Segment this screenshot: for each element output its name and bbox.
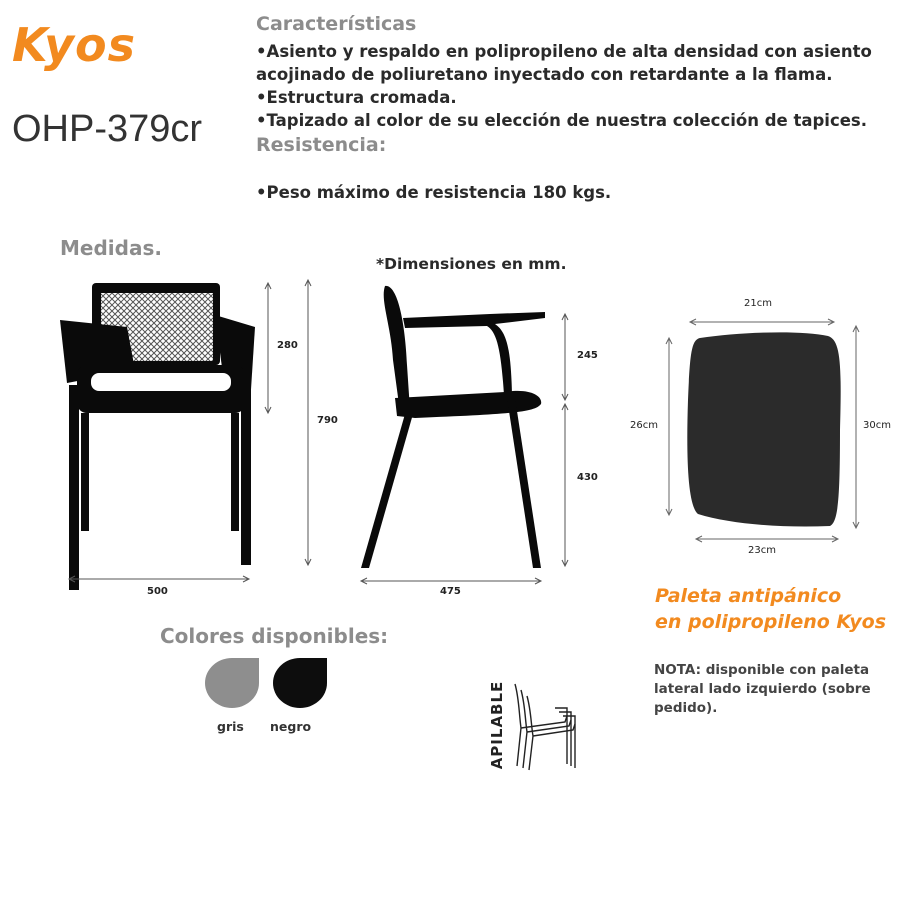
swatch-negro xyxy=(272,657,328,709)
feature-line: acojinado de poliuretano inyectado con retardante a la flama. xyxy=(256,65,833,84)
feature-line: •Estructura cromada. xyxy=(256,88,457,107)
features-list xyxy=(256,40,896,132)
dim-depth: 475 xyxy=(440,586,461,597)
stackable-label: APILABLE xyxy=(488,680,506,770)
paddle-top-width: 21cm xyxy=(744,298,772,309)
model-code: OHP-379cr xyxy=(12,108,203,150)
paddle-bottom-width: 23cm xyxy=(748,545,776,556)
resistance-title: Resistencia: xyxy=(256,134,387,156)
paddle-title xyxy=(655,583,886,635)
brand-logo: Kyos xyxy=(12,18,136,72)
paddle-note: NOTA: disponible con paleta lateral lado izquierdo (sobre pedido). xyxy=(654,662,871,716)
stackable-icon xyxy=(505,678,580,773)
dim-upper: 245 xyxy=(577,350,598,361)
colors-title: Colores disponibles: xyxy=(160,624,389,648)
features-title: Características xyxy=(256,13,417,35)
chair-side-drawing xyxy=(355,280,595,605)
dim-width: 500 xyxy=(147,586,168,597)
swatch-gris xyxy=(204,657,260,709)
feature-line: •Tapizado al color de su elección de nuestra colección de tapices. xyxy=(256,111,868,130)
color-label-negro: negro xyxy=(270,719,312,734)
front-dimension-lines xyxy=(55,275,335,605)
paddle-left-height: 26cm xyxy=(630,420,658,431)
dimensions-note: *Dimensiones en mm. xyxy=(376,255,567,273)
paddle-title-line1: Paleta antipánico xyxy=(655,585,842,607)
max-weight-text: •Peso máximo de resistencia 180 kgs. xyxy=(256,183,612,202)
dim-seat-height: 430 xyxy=(577,472,598,483)
color-label-gris: gris xyxy=(217,719,244,734)
feature-line: •Asiento y respaldo en polipropileno de alta densidad con asiento xyxy=(256,42,872,61)
paddle-right-height: 30cm xyxy=(863,420,891,431)
dim-total-height: 790 xyxy=(317,415,338,426)
dim-back-height: 280 xyxy=(277,340,298,351)
paddle-title-line2: en polipropileno Kyos xyxy=(655,611,886,633)
measures-title: Medidas. xyxy=(60,236,162,260)
